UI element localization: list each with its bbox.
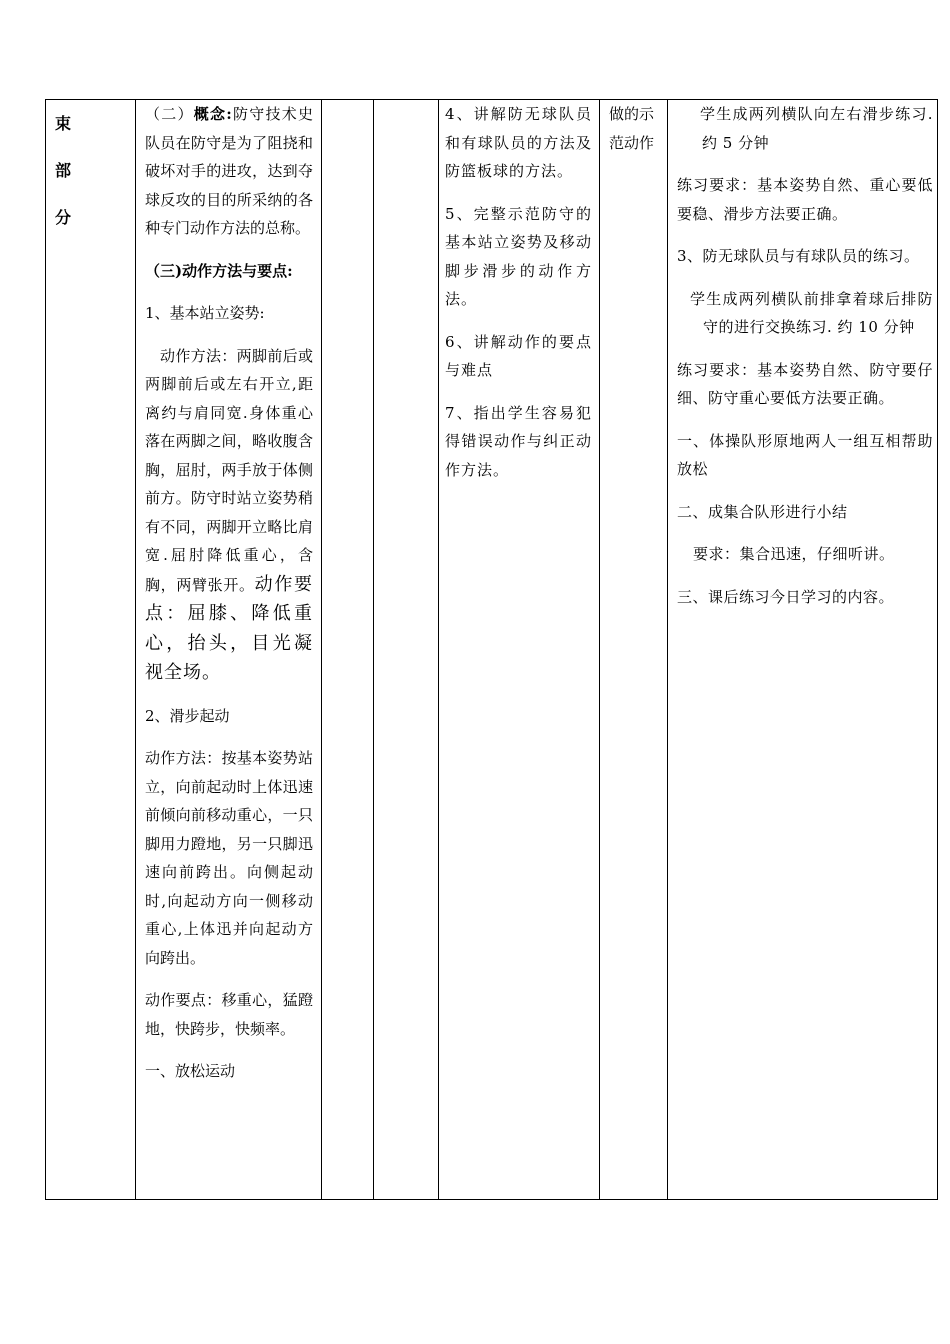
slide-title: 2、滑步起动 (145, 706, 230, 725)
teacher-activity-column (439, 100, 600, 1199)
content-column (136, 100, 322, 1199)
student-item: 学生成两列横队前排拿着球后排防守的进行交换练习. 约 10 分钟 (690, 289, 933, 336)
lesson-plan-table (45, 99, 938, 1200)
student-item: 学生成两列横队向左右滑步练习. 约 5 分钟 (700, 105, 933, 152)
demo-column (600, 100, 668, 1199)
section-label: 束 部 分 (55, 114, 72, 227)
teacher-item: 4、讲解防无球队员和有球队员的方法及防篮板球的方法。 (445, 105, 592, 180)
stance-paragraph: 动作方法：两脚前后或两脚前后或左右开立,距离约与肩同宽.身体重心落在两脚之间，略收腹含胸，屈肘，两手放于体侧前方。防守时站立姿势稍有不同，两脚开立略比肩宽.屈肘降低重心，含胸，两臂张开。动作要点：屈膝、降低重心，抬头，目光凝视全场。 (145, 346, 313, 683)
teacher-item: 7、指出学生容易犯得错误动作与纠正动作方法。 (445, 403, 592, 479)
slide-paragraph: 动作方法：按基本姿势站立，向前起动时上体迅速前倾向前移动重心，一只脚用力蹬地，另一只脚迅速向前跨出。向侧起动时,向起动方向一侧移动重心,上体迅并向起动方向跨出。 (145, 749, 313, 967)
student-activity-column (668, 100, 939, 1199)
concept-paragraph: （二）概念:防守技术史队员在防守是为了阻挠和破坏对手的进攻，达到夺球反攻的目的所采纳的各种专门动作方法的总称。 (145, 105, 313, 237)
teacher-item: 5、完整示范防守的基本站立姿势及移动脚步滑步的动作方法。 (445, 204, 592, 308)
demo-text: 做的示范动作 (609, 105, 655, 152)
section-column (46, 100, 136, 1199)
student-item: 3、防无球队员与有球队员的练习。 (677, 247, 920, 265)
slide-key-points: 动作要点：移重心，猛蹬地，快跨步，快频率。 (145, 991, 313, 1038)
methods-heading: （三)动作方法与要点: (145, 261, 293, 280)
stance-title: 1、基本站立姿势: (145, 304, 265, 322)
student-item: 练习要求：基本姿势自然、防守要仔细、防守重心要低方法要正确。 (677, 360, 933, 407)
student-item: 练习要求：基本姿势自然、重心要低要稳、滑步方法要正确。 (677, 176, 933, 223)
teacher-item: 6、讲解动作的要点与难点 (445, 332, 592, 379)
stance-key-points: 动作要点：屈膝、降低重心，抬头，目光凝视全场。 (145, 573, 313, 683)
empty-column-1 (322, 100, 374, 1199)
empty-column-2 (374, 100, 439, 1199)
student-item: 一、体操队形原地两人一组互相帮助放松 (677, 431, 933, 478)
concept-title: 概念: (193, 105, 232, 123)
student-item: 要求：集合迅速，仔细听讲。 (693, 545, 895, 563)
student-item: 三、课后练习今日学习的内容。 (677, 587, 895, 606)
relax-heading: 一、放松运动 (145, 1062, 236, 1080)
student-item: 二、成集合队形进行小结 (677, 502, 848, 521)
